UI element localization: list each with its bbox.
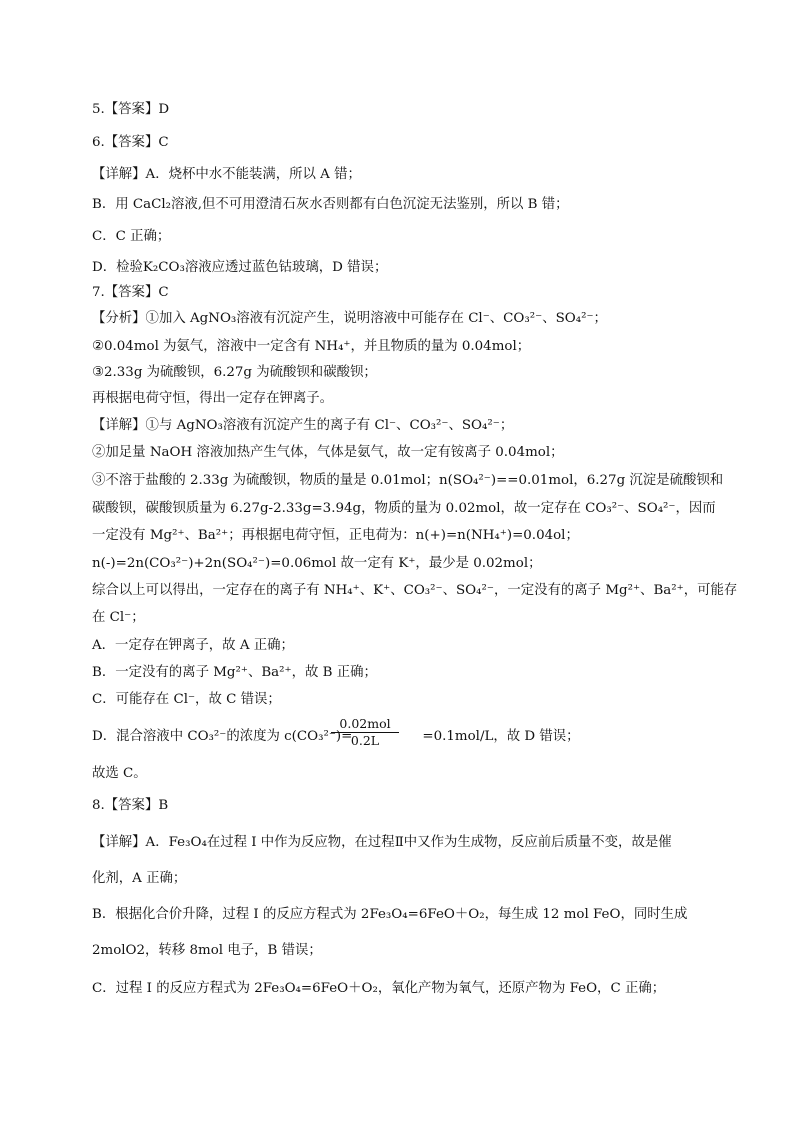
- q8-answer: 8.【答案】B: [92, 798, 169, 813]
- q7-analysis-3: ③2.33g 为硫酸钡，6.27g 为硫酸钡和碳酸钡；: [92, 365, 377, 380]
- fraction-numerator: 0.02mol: [331, 716, 399, 733]
- q7-option-d-result: =0.1mol/L，故 D 错误；: [422, 729, 580, 744]
- q8-detail-b-2: 2molO2，转移 8mol 电子，B 错误；: [92, 943, 322, 958]
- q7-detail-1: 【详解】①与 AgNO₃溶液有沉淀产生的离子有 Cl⁻、CO₃²⁻、SO₄²⁻；: [92, 418, 514, 433]
- q7-analysis-1: 【分析】①加入 AgNO₃溶液有沉淀产生，说明溶液中可能存在 Cl⁻、CO₃²⁻、SO₄²⁻；: [92, 311, 607, 326]
- q6-detail-b: B．用 CaCl₂溶液,但不可用澄清石灰水否则都有白色沉淀无法鉴别，所以 B 错；: [92, 197, 569, 212]
- q7-option-d-text: D．混合溶液中 CO₃²⁻的浓度为 c(CO₃²⁻)=: [92, 729, 353, 744]
- q7-detail-2: ②加足量 NaOH 溶液加热产生气体，气体是氨气，故一定有铵离子 0.04mol；: [92, 445, 564, 460]
- q7-detail-3: ③不溶于盐酸的 2.33g 为硫酸钡，物质的量是 0.01mol；n(SO₄²⁻)==0.01mol，6.27g 沉淀是硫酸钡和: [92, 473, 724, 488]
- q8-detail-a-2: 化剂，A 正确；: [92, 871, 187, 886]
- q8-detail-c: C．过程 I 的反应方程式为 2Fe₃O₄=6FeO＋O₂，氧化产物为氧气，还原产物为 FeO，C 正确；: [92, 981, 666, 996]
- q7-option-a: A．一定存在钾离子，故 A 正确；: [92, 638, 294, 653]
- fraction-denominator: 0.2L: [350, 733, 380, 748]
- q7-detail-5: 一定没有 Mg²⁺、Ba²⁺；再根据电荷守恒，正电荷为：n(+)=n(NH₄⁺)=0.04ol；: [92, 528, 579, 543]
- q6-detail-a: 【详解】A．烧杯中水不能装满，所以 A 错；: [92, 167, 361, 182]
- q5-answer: 5.【答案】D: [92, 102, 170, 117]
- q7-detail-6: n(-)=2n(CO₃²⁻)+2n(SO₄²⁻)=0.06mol 故一定有 K⁺，最少是 0.02mol；: [92, 556, 542, 571]
- q7-analysis-4: 再根据电荷守恒，得出一定存在钾离子。: [92, 391, 334, 406]
- q7-option-b: B．一定没有的离子 Mg²⁺、Ba²⁺，故 B 正确；: [92, 665, 377, 680]
- q6-answer: 6.【答案】C: [92, 135, 169, 150]
- q6-detail-d: D．检验K₂CO₃溶液应透过蓝色钴玻璃，D 错误；: [92, 260, 388, 275]
- q6-detail-c: C．C 正确；: [92, 229, 171, 244]
- q7-option-c: C．可能存在 Cl⁻，故 C 错误；: [92, 692, 281, 707]
- q7-answer: 7.【答案】C: [92, 285, 169, 300]
- concentration-fraction: [331, 716, 399, 749]
- q7-detail-8: 在 Cl⁻；: [92, 610, 145, 625]
- q8-detail-a-1: 【详解】A．Fe₃O₄在过程 I 中作为反应物，在过程Ⅱ中又作为生成物，反应前后质量不变，故是催: [92, 835, 672, 850]
- q7-conclusion: 故选 C。: [92, 766, 147, 781]
- q7-detail-4: 碳酸钡，碳酸钡质量为 6.27g-2.33g=3.94g，物质的量为 0.02mol，故一定存在 CO₃²⁻、SO₄²⁻，因而: [92, 501, 716, 516]
- q7-analysis-2: ②0.04mol 为氨气，溶液中一定含有 NH₄⁺，并且物质的量为 0.04mol；: [92, 339, 531, 354]
- q7-detail-7: 综合以上可以得出，一定存在的离子有 NH₄⁺、K⁺、CO₃²⁻、SO₄²⁻，一定没有的离子 Mg²⁺、Ba²⁺，可能存: [92, 583, 738, 598]
- q8-detail-b-1: B．根据化合价升降，过程 I 的反应方程式为 2Fe₃O₄=6FeO＋O₂，每生成 12 mol FeO，同时生成: [92, 907, 688, 922]
